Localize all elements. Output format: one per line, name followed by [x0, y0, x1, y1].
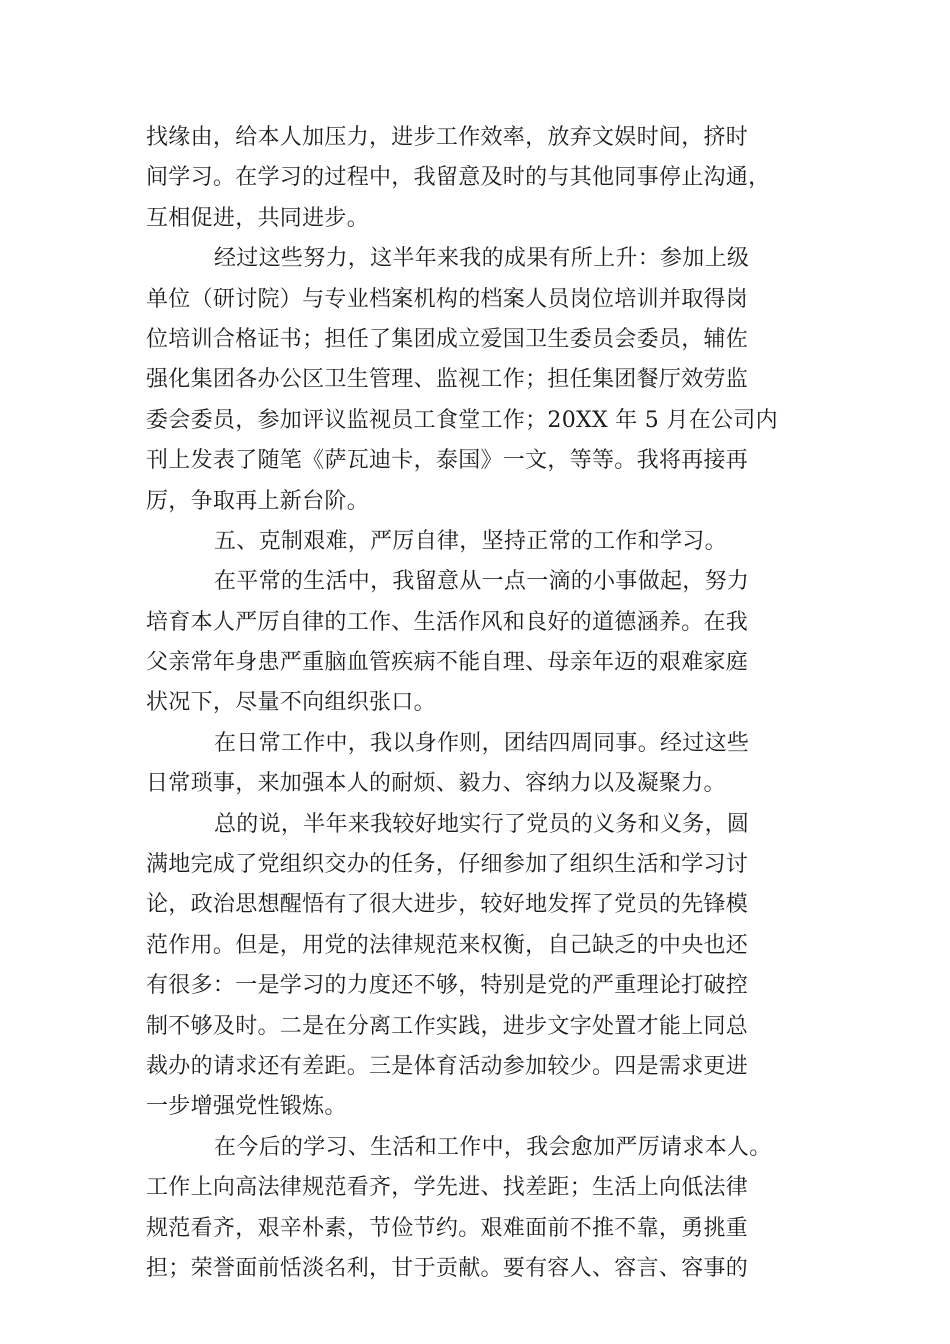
text-line: 规范看齐，艰辛朴素，节俭节约。艰难面前不推不靠，勇挑重	[146, 1215, 749, 1241]
text-line: 互相促进，共同进步。	[146, 205, 370, 231]
text-line: 培育本人严厉自律的工作、生活作风和良好的道德涵养。在我	[146, 609, 749, 635]
text-line: 强化集团各办公区卫生管理、监视工作；担任集团餐厅效劳监	[146, 367, 749, 393]
text-line: 父亲常年身患严重脑血管疾病不能自理、母亲年迈的艰难家庭	[146, 650, 749, 676]
text-line: 找缘由，给本人加压力，进步工作效率，放弃文娱时间，挤时	[146, 125, 749, 150]
text-line: 单位（研讨院）与专业档案机构的档案人员岗位培训并取得岗	[146, 286, 749, 312]
text-line: 在日常工作中，我以身作则，团结四周同事。经过这些	[214, 730, 750, 756]
text-line: 裁办的请求还有差距。三是体育活动参加较少。四是需求更进	[146, 1053, 749, 1079]
text-line: 厉，争取再上新台阶。	[146, 488, 370, 514]
text-line: 日常琐事，来加强本人的耐烦、毅力、容纳力以及凝聚力。	[146, 771, 726, 797]
text-line: 刊上发表了随笔《萨瓦迪卡，泰国》一文，等等。我将再接再	[146, 448, 749, 474]
text-line: 工作上向高法律规范看齐，学先进、找差距；生活上向低法律	[146, 1175, 749, 1201]
text-line: 论，政治思想醒悟有了很大进步，较好地发挥了党员的先锋模	[146, 892, 749, 918]
text-line: 制不够及时。二是在分离工作实践，进步文字处置才能上同总	[146, 1013, 749, 1039]
text-line: 委会委员，参加评议监视员工食堂工作；20XX 年 5 月在公司内	[146, 407, 778, 433]
text-line: 间学习。在学习的过程中，我留意及时的与其他同事停止沟通，	[146, 165, 771, 191]
text-line: 总的说，半年来我较好地实行了党员的义务和义务，圆	[214, 811, 750, 837]
text-line: 一步增强党性锻炼。	[146, 1094, 347, 1120]
text-line: 范作用。但是，用党的法律规范来权衡，自己缺乏的中央也还	[146, 932, 749, 958]
text-line: 满地完成了党组织交办的任务，仔细参加了组织生活和学习讨	[146, 852, 749, 878]
text-line: 担；荣誉面前恬淡名利，甘于贡献。要有容人、容言、容事的	[146, 1255, 749, 1281]
text-line: 有很多：一是学习的力度还不够，特别是党的严重理论打破控	[146, 973, 749, 999]
text-line: 状况下，尽量不向组织张口。	[146, 690, 436, 716]
text-line: 在今后的学习、生活和工作中，我会愈加严厉请求本人。	[214, 1134, 772, 1160]
text-line: 位培训合格证书；担任了集团成立爱国卫生委员会委员，辅佐	[146, 326, 749, 352]
text-line: 经过这些努力，这半年来我的成果有所上升：参加上级	[214, 246, 750, 272]
body-text	[146, 118, 811, 1289]
text-line: 在平常的生活中，我留意从一点一滴的小事做起，努力	[214, 569, 750, 595]
text-line: 五、克制艰难，严厉自律，坚持正常的工作和学习。	[214, 528, 727, 554]
